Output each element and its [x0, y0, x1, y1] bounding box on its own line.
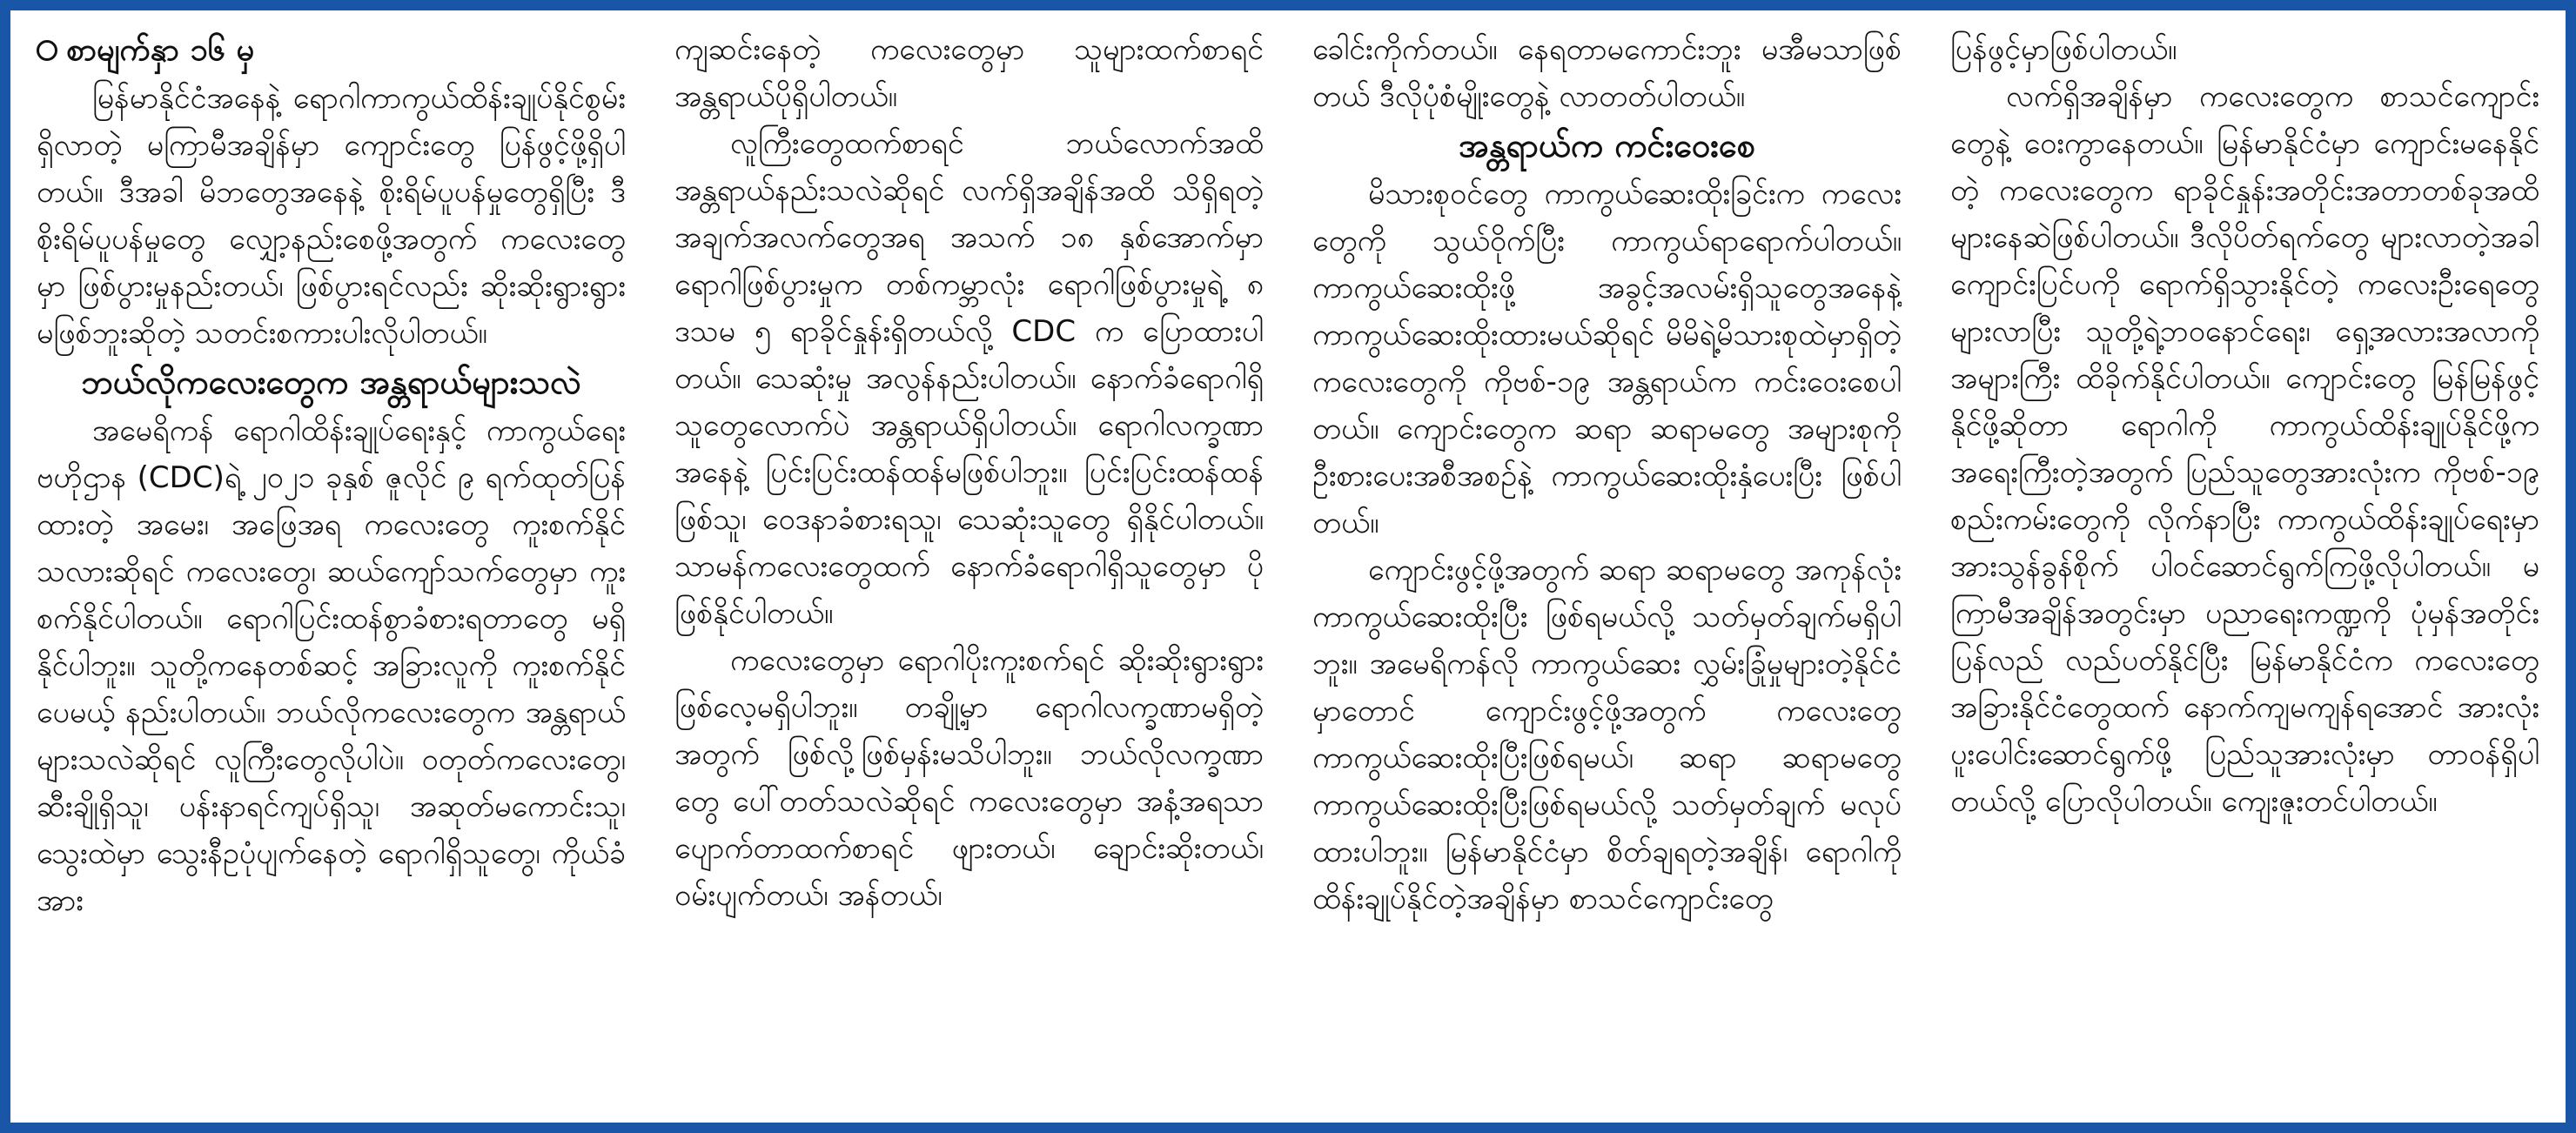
body-paragraph: လူကြီးတွေထက်စာရင် ဘယ်လောက်အထိ အန္တရာယ်နည်းသလဲဆိုရင် လက်ရှိအချိန်အထိ သိရှိရတဲ့ အချက်အလက်တွေအရ အသက် ၁၈ နှစ်အောက်မှာ ရောဂါဖြစ်ပွားမှုက တစ်ကမ္ဘာလုံး ရောဂါဖြစ်ပွားမှုရဲ့ ၈ ဒသမ ၅ ရာခိုင်နှုန်းရှိတယ်လို့ CDC က ပြောထားပါတယ်။ သေဆုံးမှု အလွန်နည်းပါတယ်။ နောက်ခံရောဂါရှိသူတွေလောက်ပဲ အန္တရာယ်ရှိပါတယ်။ ရောဂါလက္ခဏာအနေနဲ့ ပြင်းပြင်းထန်ထန်မဖြစ်ပါဘူး။ ပြင်းပြင်းထန်ထန်ဖြစ်သူ၊ ဝေဒနာခံစားရသူ၊ သေဆုံးသူတွေ ရှိနိုင်ပါတယ်။ သာမန်ကလေးတွေထက် နောက်ခံရောဂါရှိသူတွေမှာ ပိုဖြစ်နိုင်ပါတယ်။ [674, 126, 1264, 631]
column-2 [674, 26, 1264, 1102]
column-1 [37, 26, 626, 1102]
body-paragraph: ခေါင်းကိုက်တယ်။ နေရတာမကောင်းဘူး မအီမသာဖြစ်တယ် ဒီလိုပုံစံမျိုးတွေနဲ့ လာတတ်ပါတယ်။ [1312, 32, 1902, 114]
circle-icon [37, 40, 57, 61]
body-paragraph: မြန်မာနိုင်ငံအနေနဲ့ ရောဂါကာကွယ်ထိန်းချုပ်နိုင်စွမ်းရှိလာတဲ့ မကြာမီအချိန်မှာ ကျောင်းတွေ ပြန်ဖွင့်ဖို့ရှိပါတယ်။ ဒီအခါ မိဘတွေအနေနဲ့ စိုးရိမ်ပူပန်မှုတွေရှိပြီး ဒီစိုးရိမ်ပူပန်မှုတွေ လျှော့နည်းစေဖို့အတွက် ကလေးတွေမှာ ဖြစ်ပွားမှုနည်းတယ်၊ ဖြစ်ပွားရင်လည်း ဆိုးဆိုးရွားရွားမဖြစ်ဘူးဆိုတဲ့ သတင်းစကားပါးလိုပါတယ်။ [37, 81, 626, 351]
section-heading: အန္တရာယ်က ကင်းဝေးစေ [1459, 126, 1755, 164]
article-columns [37, 26, 2539, 1102]
byline-text: စာမျက်နှာ ၁၆ မှ [66, 32, 255, 68]
body-paragraph: လက်ရှိအချိန်မှာ ကလေးတွေက စာသင်ကျောင်းတွေနဲ့ ဝေးကွာနေတယ်။ မြန်မာနိုင်ငံမှာ ကျောင်းမနေနိုင်တဲ့ ကလေးတွေက ရာခိုင်နှုန်းအတိုင်းအတာတစ်ခုအထိ များနေဆဲဖြစ်ပါတယ်။ ဒီလိုပိတ်ရက်တွေ များလာတဲ့အခါ ကျောင်းပြင်ပကို ရောက်ရှိသွားနိုင်တဲ့ ကလေးဦးရေတွေများလာပြီး သူတို့ရဲ့ဘဝနောင်ရေး၊ ရှေ့အလားအလာကို အများကြီး ထိခိုက်နိုင်ပါတယ်။ ကျောင်းတွေ မြန်မြန်ဖွင့်နိုင်ဖို့ဆိုတာ ရောဂါကို ကာကွယ်ထိန်းချုပ်နိုင်ဖို့က အရေးကြီးတဲ့အတွက် ပြည်သူတွေအားလုံးက ကိုဗစ်-၁၉ စည်းကမ်းတွေကို လိုက်နာပြီး ကာကွယ်ထိန်းချုပ်ရေးမှာ အားသွန်ခွန်စိုက် ပါဝင်ဆောင်ရွက်ကြဖို့လိုပါတယ်။ မကြာမီအချိန်အတွင်းမှာ ပညာရေးကဏ္ဍကို ပုံမှန်အတိုင်း ပြန်လည် လည်ပတ်နိုင်ပြီး မြန်မာနိုင်ငံက ကလေးတွေ အခြားနိုင်ငံတွေထက် နောက်ကျမကျန်ရအောင် အားလုံးပူးပေါင်းဆောင်ရွက်ဖို့ ပြည်သူအားလုံးမှာ တာဝန်ရှိပါတယ်လို့ ပြောလိုပါတယ်။ ကျေးဇူးတင်ပါတယ်။ [1950, 79, 2539, 819]
column-3 [1312, 26, 1902, 1102]
body-paragraph: မိသားစုဝင်တွေ ကာကွယ်ဆေးထိုးခြင်းက ကလေးတွေကို သွယ်ဝိုက်ပြီး ကာကွယ်ရာရောက်ပါတယ်။ ကာကွယ်ဆေးထိုးဖို့ အခွင့်အလမ်းရှိသူတွေအနေနဲ့ ကာကွယ်ဆေးထိုးထားမယ်ဆိုရင် မိမိရဲ့မိသားစုထဲမှာရှိတဲ့ ကလေးတွေကို ကိုဗစ်-၁၉ အန္တရာယ်က ကင်းဝေးစေပါတယ်။ ကျောင်းတွေက ဆရာ ဆရာမတွေ အများစုကို ဦးစားပေးအစီအစဉ်နဲ့ ကာကွယ်ဆေးထိုးနှံပေးပြီး ဖြစ်ပါတယ်။ [1312, 177, 1902, 540]
byline [37, 26, 626, 75]
body-paragraph: ကျောင်းဖွင့်ဖို့အတွက် ဆရာ ဆရာမတွေ အကုန်လုံး ကာကွယ်ဆေးထိုးပြီး ဖြစ်ရမယ်လို့ သတ်မှတ်ချက်မရှိပါဘူး။ အမေရိကန်လို ကာကွယ်ဆေး လွှမ်းခြုံမှုများတဲ့နိုင်ငံမှာတောင် ကျောင်းဖွင့်ဖို့အတွက် ကလေးတွေ ကာကွယ်ဆေးထိုးပြီးဖြစ်ရမယ်၊ ဆရာ ဆရာမတွေ ကာကွယ်ဆေးထိုးပြီးဖြစ်ရမယ်လို့ သတ်မှတ်ချက် မလုပ်ထားပါဘူး။ မြန်မာနိုင်ငံမှာ စိတ်ချရတဲ့အချိန်၊ ရောဂါကို ထိန်းချုပ်နိုင်တဲ့အချိန်မှာ စာသင်ကျောင်းတွေ [1312, 553, 1902, 916]
body-paragraph: အမေရိကန် ရောဂါထိန်းချုပ်ရေးနှင့် ကာကွယ်ရေးဗဟိုဌာန (CDC)ရဲ့ ၂၀၂၁ ခုနှစ် ဇူလိုင် ၉ ရက်ထုတ်ပြန်ထားတဲ့ အမေး၊ အဖြေအရ ကလေးတွေ ကူးစက်နိုင်သလားဆိုရင် ကလေးတွေ၊ ဆယ်ကျော်သက်တွေမှာ ကူးစက်နိုင်ပါတယ်။ ရောဂါပြင်းထန်စွာခံစားရတာတွေ မရှိနိုင်ပါဘူး။ သူတို့ကနေတစ်ဆင့် အခြားလူကို ကူးစက်နိုင်ပေမယ့် နည်းပါတယ်။ ဘယ်လိုကလေးတွေက အန္တရာယ်များသလဲဆိုရင် လူကြီးတွေလိုပါပဲ။ ဝတုတ်ကလေးတွေ၊ ဆီးချိုရှိသူ၊ ပန်းနာရင်ကျပ်ရှိသူ၊ အဆုတ်မကောင်းသူ၊ သွေးထဲမှာ သွေးနီဥပုံပျက်နေတဲ့ ရောဂါရှိသူတွေ၊ ကိုယ်ခံအား [37, 413, 626, 918]
body-paragraph: ပြန်ဖွင့်မှာဖြစ်ပါတယ်။ [1950, 32, 2177, 67]
body-paragraph: ကျဆင်းနေတဲ့ ကလေးတွေမှာ သူများထက်စာရင် အန္တရာယ်ပိုရှိပါတယ်။ [674, 32, 1264, 114]
column-4 [1950, 26, 2539, 1102]
section-heading: ဘယ်လိုကလေးတွေက အန္တရာယ်များသလဲ [81, 363, 581, 401]
body-paragraph: ကလေးတွေမှာ ရောဂါပိုးကူးစက်ရင် ဆိုးဆိုးရွားရွားဖြစ်လေ့မရှိပါဘူး။ တချို့မှာ ရောဂါလက္ခဏာမရှိတဲ့အတွက် ဖြစ်လို့ဖြစ်မှန်းမသိပါဘူး။ ဘယ်လိုလက္ခဏာတွေ ပေါ်တတ်သလဲဆိုရင် ကလေးတွေမှာ အနံ့အရသာပျောက်တာထက်စာရင် ဖျားတယ်၊ ချောင်းဆိုးတယ်၊ ဝမ်းပျက်တယ်၊ အန်တယ်၊ [674, 643, 1264, 913]
